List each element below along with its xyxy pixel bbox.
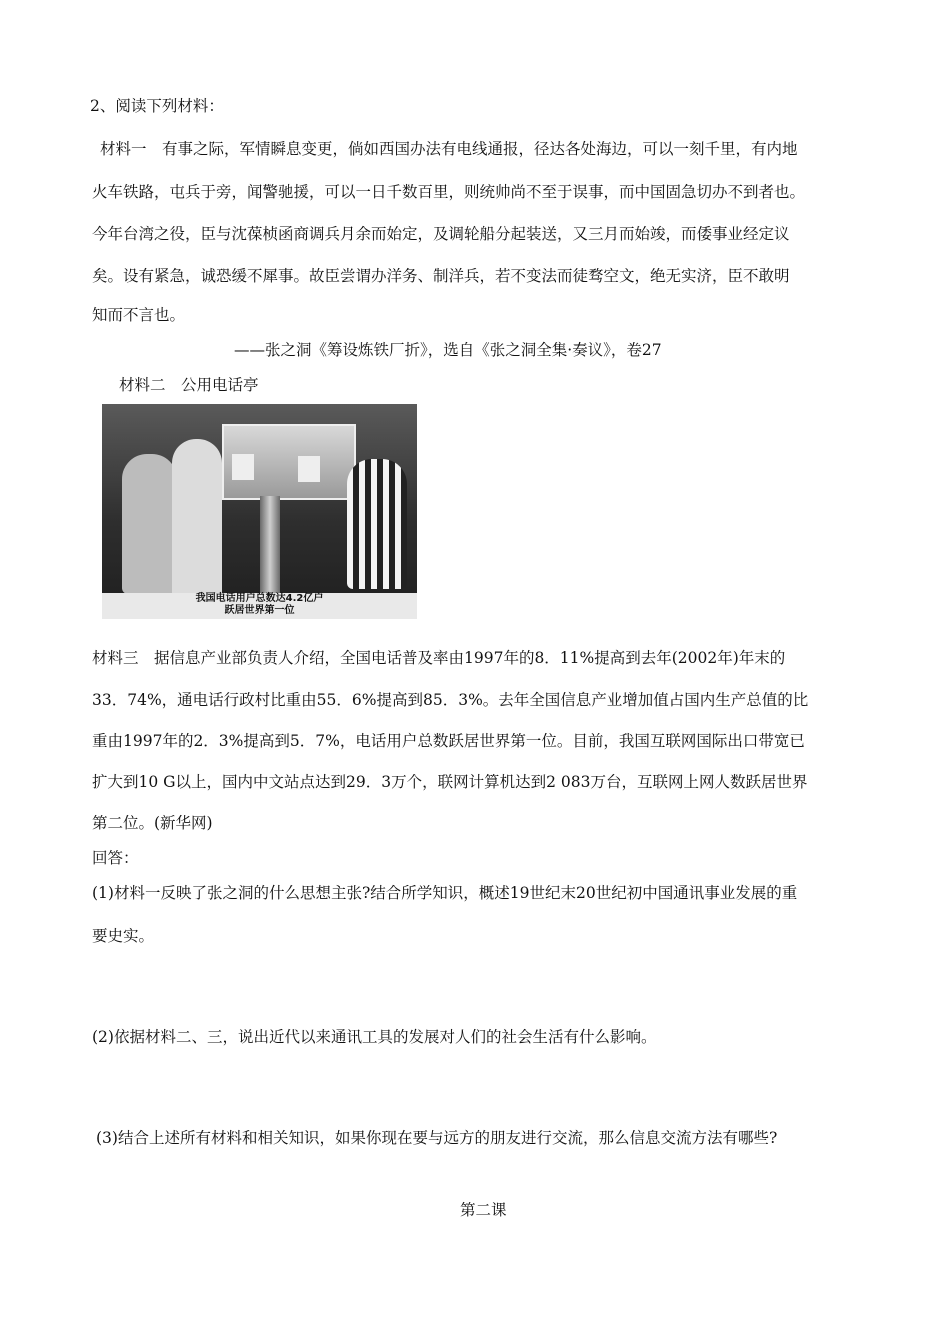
material3-line: 33．74%，通电话行政村比重由55．6%提高到85．3%。去年全国信息产业增加值占国内生产总值的比 [92,691,809,709]
photo-caption [102,593,417,619]
person-figure [172,439,222,599]
material1-line: 今年台湾之役，臣与沈葆桢函商调兵月余而始定，及调轮船分起装送，又三月而始竣，而倭事业经定议 [92,225,790,243]
answer-label: 回答： [92,849,139,867]
material1-line: 矣。设有紧急，诚恐缓不犀事。故臣尝谓办洋务、制洋兵，若不变法而徒骛空文，绝无实济，臣不敢明 [92,267,790,285]
material3-line: 第二位。(新华网) [92,814,213,832]
material1-line: 火车铁路，屯兵于旁，闻警驰援，可以一日千数百里，则统帅尚不至于误事，而中国固急切办不到者也。 [92,183,806,201]
material1-line: 知而不言也。 [92,306,186,324]
question-title: 2、阅读下列材料： [90,97,224,115]
material1-citation: ——张之洞《筹设炼铁厂折》，选自《张之洞全集·奏议》，卷27 [234,341,662,359]
person-figure [122,454,177,594]
material3-line: 重由1997年的2．3%提高到5．7%，电话用户总数跃居世界第一位。目前，我国互联网国际出口带宽已 [92,732,805,750]
photo-caption-line: 跃居世界第一位 [224,605,295,616]
lesson-heading: 第二课 [460,1201,507,1219]
photo-caption-line: 我国电话用户总数达4.2亿户 [195,593,324,604]
question-3: (3)结合上述所有材料和相关知识，如果你现在要与远方的朋友进行交流，那么信息交流方法有哪些? [96,1129,778,1147]
phone-booth-photo [102,404,417,619]
phone-icon [232,454,254,480]
question-1-line: 要史实。 [92,927,155,945]
question-2: (2)依据材料二、三，说出近代以来通讯工具的发展对人们的社会生活有什么影响。 [92,1028,657,1046]
person-figure [347,459,407,589]
question-1-line: (1)材料一反映了张之洞的什么思想主张?结合所学知识，概述19世纪末20世纪初中国通讯事业发展的重 [92,884,798,902]
material1-line: 材料一 有事之际，军情瞬息变更，倘如西国办法有电线通报，径达各处海边，可以一刻千里，有内地 [100,140,798,158]
phone-icon [298,456,320,482]
material2-title: 材料二 公用电话亭 [119,376,259,394]
material3-line: 材料三 据信息产业部负责人介绍，全国电话普及率由1997年的8．11%提高到去年(2002年)年末的 [92,649,786,667]
material3-line: 扩大到10 G以上，国内中文站点达到29．3万个，联网计算机达到2 083万台，互联网上网人数跃居世界 [92,773,808,791]
